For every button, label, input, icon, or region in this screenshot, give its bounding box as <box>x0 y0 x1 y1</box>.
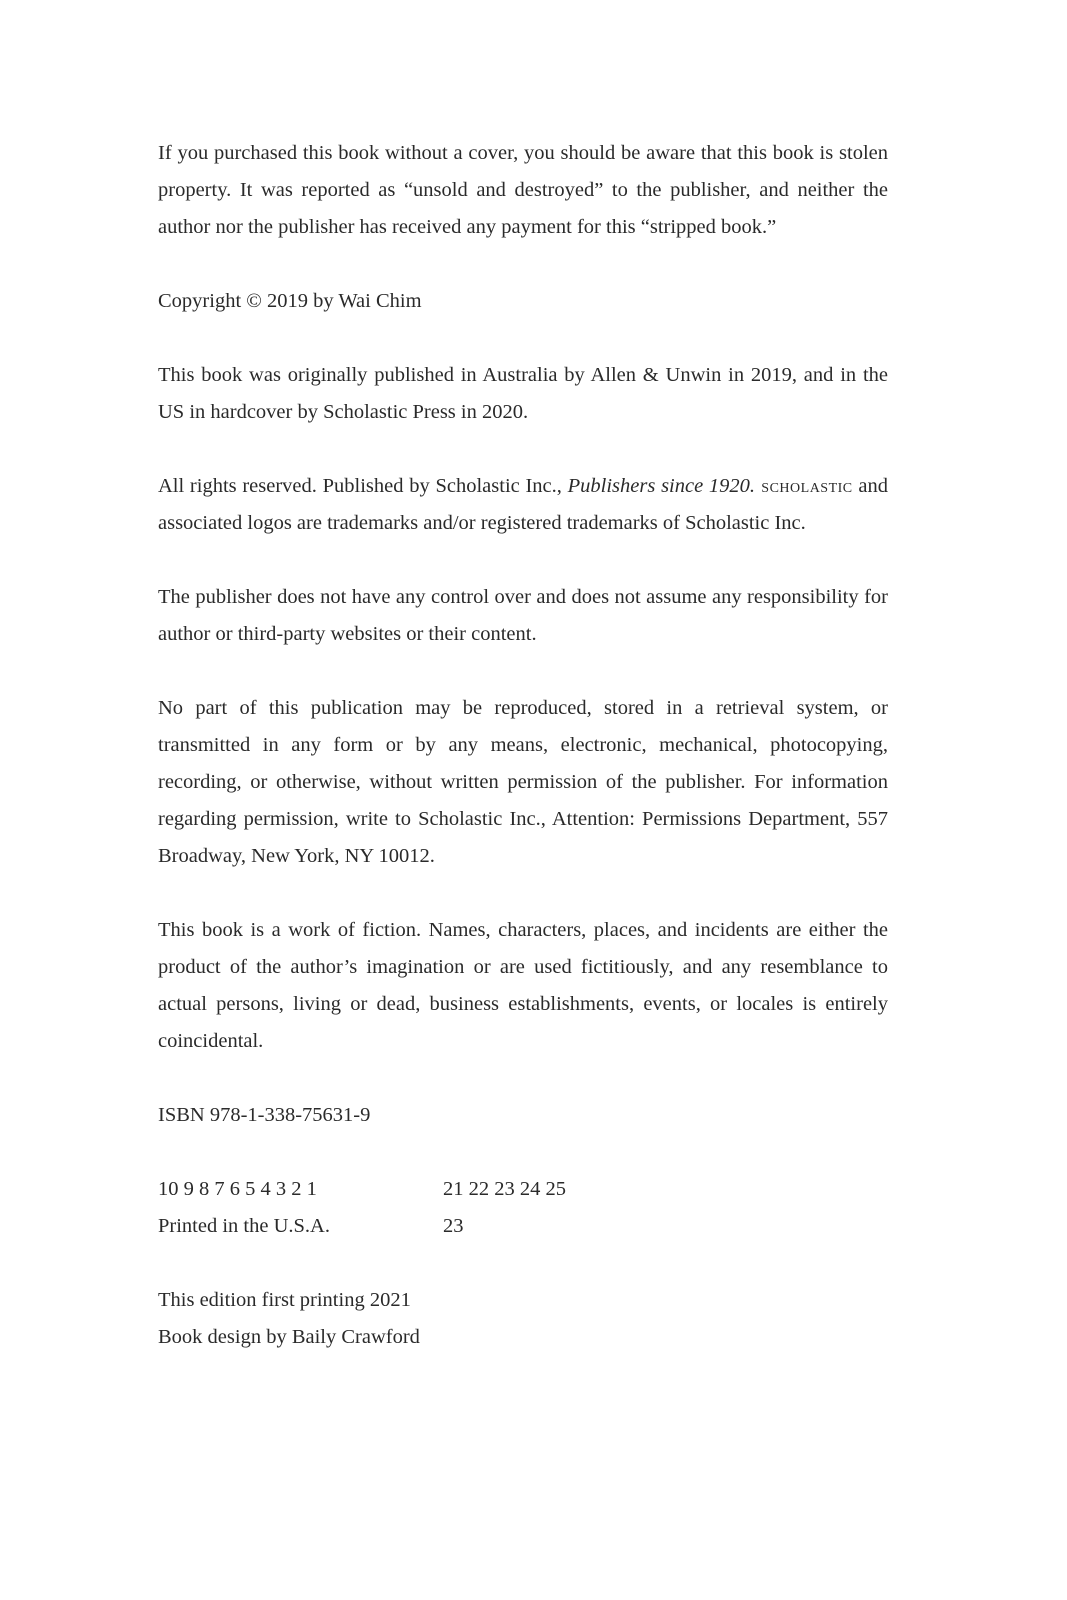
printing-year-line: 21 22 23 24 25 <box>443 1178 566 1200</box>
printed-in-line: Printed in the U.S.A. <box>158 1215 330 1237</box>
edition-line: This edition first printing 2021 <box>158 1289 411 1311</box>
rights-scholastic-trademark: scholastic <box>755 475 853 497</box>
printing-plant-code: 23 <box>443 1215 464 1237</box>
rights-italic-tagline: Publishers since 1920. <box>567 475 756 497</box>
stripped-book-notice: If you purchased this book without a cover, you should be aware that this book is stolen property. It was reported as “unsold and destroyed” to the publisher, and neither the author nor the publisher has received any payment for this “stripped book.” <box>158 142 888 238</box>
rights-text-1: All rights reserved. Published by Scholastic Inc., <box>158 475 568 497</box>
design-credit: Book design by Baily Crawford <box>158 1326 420 1348</box>
rights-text-2: and associated logos are trademarks and/or registered trademarks of Scholastic Inc. <box>158 475 888 534</box>
isbn-line: ISBN 978-1-338-75631-9 <box>158 1104 371 1126</box>
copyright-line: Copyright © 2019 by Wai Chim <box>158 290 422 312</box>
fiction-disclaimer: This book is a work of fiction. Names, characters, places, and incidents are either the product of the author’s imagination or are used fictitiously, and any resemblance to actual persons, living or dead, business establishments, events, or locales is entirely coincidental. <box>158 919 888 1052</box>
rights-statement <box>158 468 888 542</box>
publication-history: This book was originally published in Australia by Allen & Unwin in 2019, and in the US in hardcover by Scholastic Press in 2020. <box>158 364 888 423</box>
edition-info <box>158 1282 888 1356</box>
printing-number-line: 10 9 8 7 6 5 4 3 2 1 <box>158 1178 317 1200</box>
copyright-page <box>158 135 888 1356</box>
printing-info <box>158 1171 888 1245</box>
reproduction-notice: No part of this publication may be reproduced, stored in a retrieval system, or transmitted in any form or by any means, electronic, mechanical, photocopying, recording, or otherwise, without written permission of the publisher. For information regarding permission, write to Scholastic Inc., Attention: Permissions Department, 557 Broadway, New York, NY 10012. <box>158 697 888 867</box>
websites-disclaimer: The publisher does not have any control over and does not assume any responsibility for author or third-party websites or their content. <box>158 586 888 645</box>
